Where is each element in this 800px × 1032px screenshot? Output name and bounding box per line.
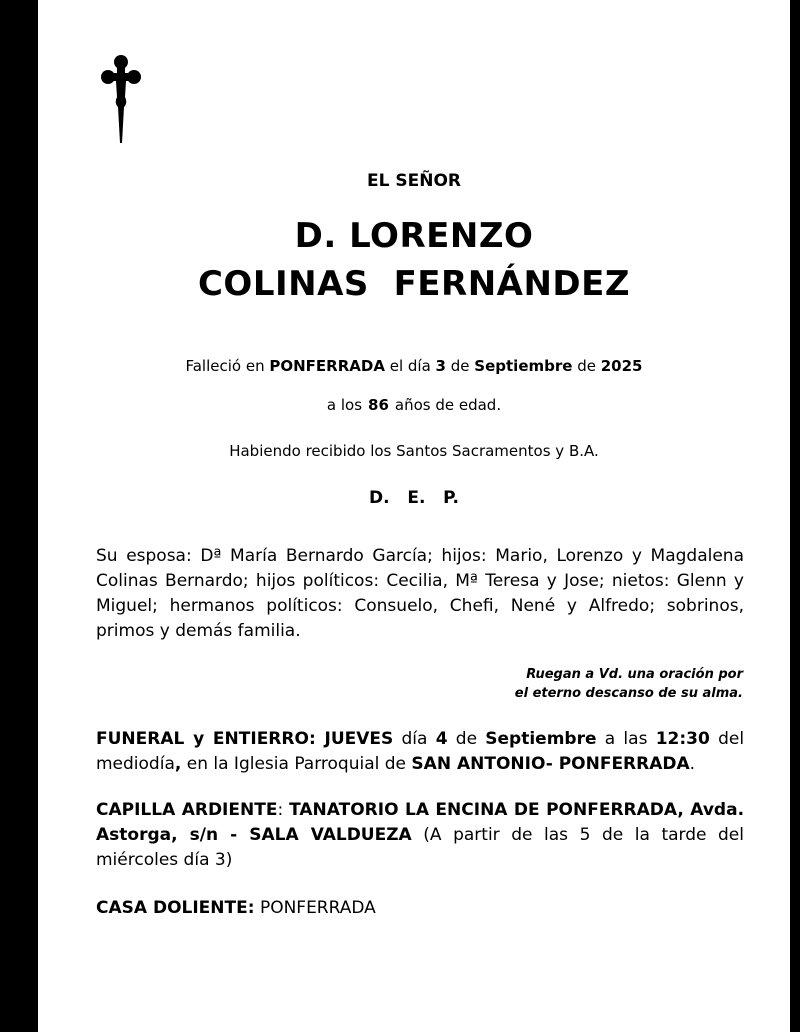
prayer-note: Ruegan a Vd. una oración por el eterno descanso de su alma. <box>514 667 743 701</box>
santiago-cross-icon <box>98 53 144 145</box>
deceased-name-line1: D. LORENZO <box>294 216 534 256</box>
sacraments-line: Habiendo recibido los Santos Sacramentos y B.A. <box>229 442 599 460</box>
family-paragraph: Su esposa: Dª María Bernardo García; hijos: Mario, Lorenzo y Magdalena Colinas Bernardo; hijos políticos: Cecilia, Mª Teresa y Jose; nietos: Glenn y Miguel; hermanos políticos: Consuelo, Chefi, Nené y Alfredo; sobrinos, primos y demás familia. <box>96 546 744 641</box>
left-black-border <box>0 0 38 1032</box>
right-black-border <box>790 0 800 1032</box>
chapel-paragraph: CAPILLA ARDIENTE: TANATORIO LA ENCINA DE PONFERRADA, Avda. Astorga, s/n - SALA VALDUEZA (A partir de las 5 de la tarde del miércoles día 3) <box>96 800 745 870</box>
dep-line: D. E. P. <box>369 488 459 508</box>
heading: EL SEÑOR <box>367 171 461 191</box>
house-paragraph: CASA DOLIENTE: PONFERRADA <box>96 898 376 918</box>
death-line: Falleció en PONFERRADA el día 3 de Septiembre de 2025 <box>185 357 643 375</box>
age-line: a los 86 años de edad. <box>326 396 502 414</box>
funeral-paragraph: FUNERAL y ENTIERRO: JUEVES día 4 de Septiembre a las 12:30 del mediodía, en la Iglesia Parroquial de SAN ANTONIO- PONFERRADA. <box>96 729 745 774</box>
deceased-name-line2: COLINAS FERNÁNDEZ <box>197 264 631 304</box>
